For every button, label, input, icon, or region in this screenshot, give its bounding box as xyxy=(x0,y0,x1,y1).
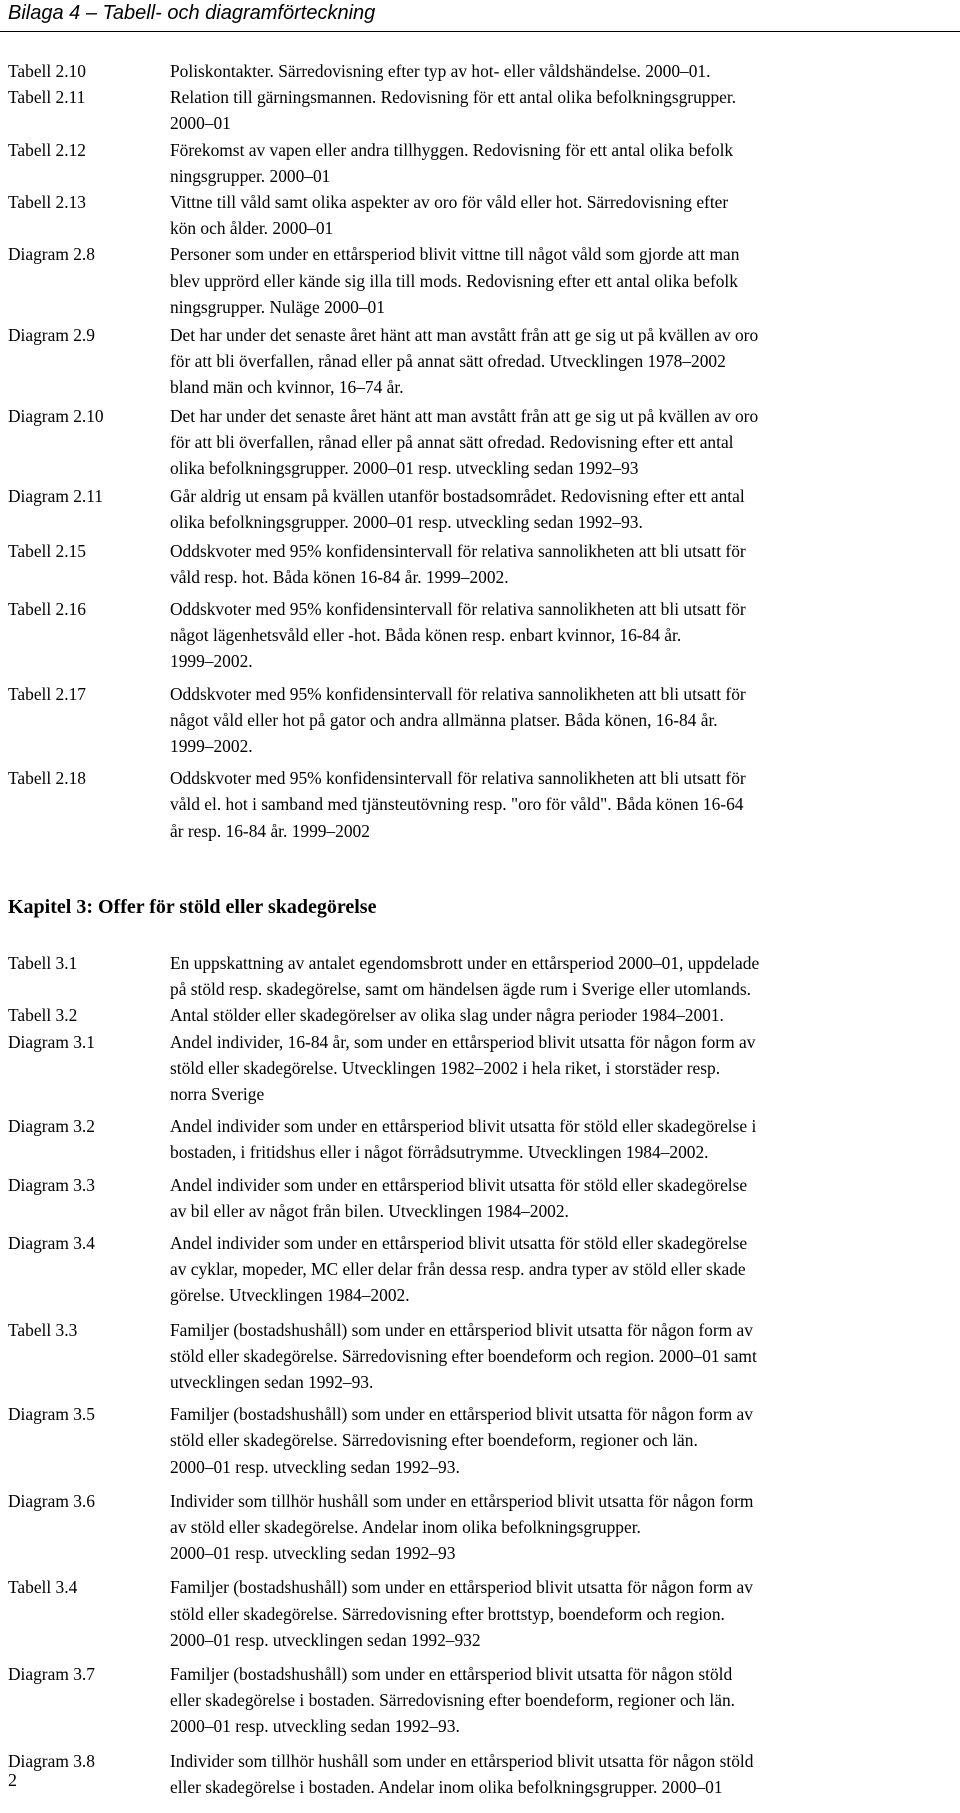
entry-line: av bil eller av något från bilen. Utvecklingen 1984–2002. xyxy=(170,1200,569,1221)
entry-line: Det har under det senaste året hänt att man avstått från att ge sig ut på kvällen av oro xyxy=(170,405,759,426)
list-item xyxy=(0,483,960,535)
list-item xyxy=(0,1488,960,1567)
entry-label: Diagram 3.3 xyxy=(8,1174,95,1195)
entry-line: ningsgrupper. Nuläge 2000–01 xyxy=(170,296,385,317)
list-item xyxy=(0,1113,960,1165)
list-item xyxy=(0,189,960,241)
entry-label: Diagram 2.9 xyxy=(8,325,95,346)
entry-line: av stöld eller skadegörelse. Andelar inom olika befolkningsgrupper. xyxy=(170,1517,641,1538)
chapter3-list xyxy=(0,950,960,1800)
entry-label: Diagram 3.1 xyxy=(8,1031,95,1052)
entry-line: Andel individer som under en ettårsperiod blivit utsatta för stöld eller skadegörelse i xyxy=(170,1116,757,1137)
entry-description xyxy=(170,1488,960,1567)
entry-description xyxy=(170,765,960,844)
entry-description xyxy=(170,1574,960,1653)
list-item xyxy=(0,1317,960,1396)
entry-line: Familjer (bostadshushåll) som under en ettårsperiod blivit utsatta för någon form av xyxy=(170,1404,753,1425)
entry-line: Familjer (bostadshushåll) som under en ettårsperiod blivit utsatta för någon form av xyxy=(170,1577,753,1598)
entry-label: Tabell 2.12 xyxy=(8,139,86,160)
entry-label: Tabell 2.11 xyxy=(8,87,86,108)
entry-line: på stöld resp. skadegörelse, samt om händelsen ägde rum i Sverige eller utomlands. xyxy=(170,979,751,1000)
entry-label: Tabell 2.15 xyxy=(8,540,86,561)
entry-label: Diagram 2.8 xyxy=(8,244,95,265)
list-item xyxy=(0,1748,960,1800)
entry-description xyxy=(170,137,960,189)
entry-line: Individer som tillhör hushåll som under en ettårsperiod blivit utsatta för någon form xyxy=(170,1490,754,1511)
list-item xyxy=(0,950,960,1002)
list-item xyxy=(0,241,960,320)
entry-line: Det har under det senaste året hänt att man avstått från att ge sig ut på kvällen av oro xyxy=(170,325,759,346)
entry-line: stöld eller skadegörelse. Särredovisning efter boendeform, regioner och län. xyxy=(170,1430,698,1451)
entry-label: Diagram 3.8 xyxy=(8,1750,95,1771)
entry-line: utvecklingen sedan 1992–93. xyxy=(170,1372,374,1393)
list-item xyxy=(0,1029,960,1108)
entry-label: Diagram 3.6 xyxy=(8,1490,95,1511)
entry-label: Tabell 3.1 xyxy=(8,953,78,973)
list-item xyxy=(0,84,960,136)
entry-line: eller skadegörelse i bostaden. Särredovisning efter boendeform, regioner och län. xyxy=(170,1690,735,1711)
list-item xyxy=(0,1230,960,1309)
chapter2-list xyxy=(0,58,960,844)
entry-line: av cyklar, mopeder, MC eller delar från dessa resp. andra typer av stöld eller skade xyxy=(170,1259,746,1280)
entry-line: stöld eller skadegörelse. Särredovisning efter boendeform och region. 2000–01 samt xyxy=(170,1345,757,1366)
entry-line: olika befolkningsgrupper. 2000–01 resp. utveckling sedan 1992–93. xyxy=(170,512,643,533)
entry-description xyxy=(170,596,960,675)
entry-label: Tabell 2.10 xyxy=(8,61,86,81)
entry-label: Diagram 3.7 xyxy=(8,1664,95,1685)
entry-label: Tabell 3.4 xyxy=(8,1577,78,1598)
list-item xyxy=(0,1661,960,1740)
list-item xyxy=(0,58,960,84)
entry-line: Familjer (bostadshushåll) som under en ettårsperiod blivit utsatta för någon form av xyxy=(170,1319,753,1340)
entry-line: Andel individer, 16-84 år, som under en ettårsperiod blivit utsatta för någon form av xyxy=(170,1031,756,1052)
list-item xyxy=(0,538,960,590)
entry-line: bland män och kvinnor, 16–74 år. xyxy=(170,377,404,398)
entry-description xyxy=(170,950,960,1002)
entry-description xyxy=(170,241,960,320)
entry-description xyxy=(170,1748,960,1800)
entry-description xyxy=(170,1113,960,1165)
entry-line: olika befolkningsgrupper. 2000–01 resp. utveckling sedan 1992–93 xyxy=(170,458,639,479)
entry-description xyxy=(170,84,960,136)
entry-description xyxy=(170,58,960,84)
entry-line: stöld eller skadegörelse. Särredovisning efter brottstyp, boendeform och region. xyxy=(170,1603,725,1624)
entry-line: stöld eller skadegörelse. Utvecklingen 1982–2002 i hela riket, i storstäder resp. xyxy=(170,1057,721,1078)
list-item xyxy=(0,1002,960,1028)
entry-label: Tabell 2.18 xyxy=(8,768,86,789)
entry-line: eller skadegörelse i bostaden. Andelar inom olika befolkningsgrupper. 2000–01 xyxy=(170,1776,723,1797)
entry-label: Tabell 2.16 xyxy=(8,599,86,620)
entry-line: Oddskvoter med 95% konfidensintervall för relativa sannolikheten att bli utsatt för xyxy=(170,768,746,789)
entry-line: bostaden, i fritidshus eller i något förrådsutrymme. Utvecklingen 1984–2002. xyxy=(170,1142,709,1163)
entry-line: 2000–01 xyxy=(170,113,231,134)
entry-line: Poliskontakter. Särredovisning efter typ av hot- eller våldshändelse. 2000–01. xyxy=(170,61,711,81)
entry-label: Tabell 2.17 xyxy=(8,683,86,704)
list-item xyxy=(0,681,960,760)
list-item xyxy=(0,1401,960,1480)
entry-line: norra Sverige xyxy=(170,1084,265,1105)
entry-line: Går aldrig ut ensam på kvällen utanför bostadsområdet. Redovisning efter ett antal xyxy=(170,486,745,507)
entry-line: görelse. Utvecklingen 1984–2002. xyxy=(170,1285,410,1306)
list-item xyxy=(0,1574,960,1653)
entry-line: något våld eller hot på gator och andra allmänna platser. Båda könen, 16-84 år. xyxy=(170,709,718,730)
entry-line: våld el. hot i samband med tjänsteutövning resp. "oro för våld". Båda könen 16-64 xyxy=(170,794,744,815)
entry-line: 1999–2002. xyxy=(170,736,253,757)
entry-description xyxy=(170,538,960,590)
list-item xyxy=(0,1172,960,1224)
entry-line: 2000–01 resp. utvecklingen sedan 1992–932 xyxy=(170,1629,481,1650)
entry-line: 2000–01 resp. utveckling sedan 1992–93 xyxy=(170,1543,456,1564)
entry-line: för att bli överfallen, rånad eller på annat sätt ofredad. Redovisning efter ett antal xyxy=(170,431,734,452)
entry-line: våld resp. hot. Båda könen 16-84 år. 1999–2002. xyxy=(170,566,509,587)
entry-description xyxy=(170,403,960,482)
entry-description xyxy=(170,483,960,535)
entry-description xyxy=(170,1317,960,1396)
list-item xyxy=(0,322,960,401)
entry-label: Diagram 3.4 xyxy=(8,1233,95,1254)
entry-label: Tabell 2.13 xyxy=(8,192,86,213)
entry-label: Diagram 2.11 xyxy=(8,486,103,507)
entry-line: ningsgrupper. 2000–01 xyxy=(170,165,331,186)
list-item xyxy=(0,596,960,675)
entry-line: Antal stölder eller skadegörelser av olika slag under några perioder 1984–2001. xyxy=(170,1005,724,1026)
entry-line: något lägenhetsvåld eller -hot. Båda könen resp. enbart kvinnor, 16-84 år. xyxy=(170,625,682,646)
entry-line: Andel individer som under en ettårsperiod blivit utsatta för stöld eller skadegörelse xyxy=(170,1174,748,1195)
entry-description xyxy=(170,189,960,241)
entry-label: Diagram 2.10 xyxy=(8,405,104,426)
entry-line: 1999–2002. xyxy=(170,651,253,672)
entry-line: Oddskvoter med 95% konfidensintervall för relativa sannolikheten att bli utsatt för xyxy=(170,683,746,704)
entry-label: Diagram 3.2 xyxy=(8,1116,95,1137)
list-item xyxy=(0,765,960,844)
page-header xyxy=(0,0,960,32)
entry-description xyxy=(170,1172,960,1224)
page-title: Bilaga 4 – Tabell- och diagramförteckning xyxy=(8,2,376,24)
entry-line: Vittne till våld samt olika aspekter av oro för våld eller hot. Särredovisning efter xyxy=(170,192,729,213)
entry-description xyxy=(170,1661,960,1740)
entry-description xyxy=(170,322,960,401)
entry-line: Förekomst av vapen eller andra tillhyggen. Redovisning för ett antal olika befolk xyxy=(170,139,734,160)
entry-label: Tabell 3.3 xyxy=(8,1319,78,1340)
entry-line: Oddskvoter med 95% konfidensintervall för relativa sannolikheten att bli utsatt för xyxy=(170,540,746,561)
entry-line: Individer som tillhör hushåll som under en ettårsperiod blivit utsatta för någon stöld xyxy=(170,1750,754,1771)
list-item xyxy=(0,403,960,482)
entry-line: blev upprörd eller kände sig illa till mods. Redovisning efter ett antal olika befolk xyxy=(170,270,738,291)
entry-line: Familjer (bostadshushåll) som under en ettårsperiod blivit utsatta för någon stöld xyxy=(170,1664,733,1685)
entry-line: En uppskattning av antalet egendomsbrott under en ettårsperiod 2000–01, uppdelade xyxy=(170,953,760,973)
page-number: 2 xyxy=(8,1770,17,1790)
list-item xyxy=(0,137,960,189)
entry-line: Andel individer som under en ettårsperiod blivit utsatta för stöld eller skadegörelse xyxy=(170,1233,748,1254)
entry-line: 2000–01 resp. utveckling sedan 1992–93. xyxy=(170,1456,460,1477)
entry-line: kön och ålder. 2000–01 xyxy=(170,218,334,239)
entry-line: Relation till gärningsmannen. Redovisning för ett antal olika befolkningsgrupper. xyxy=(170,87,737,108)
entry-line: Oddskvoter med 95% konfidensintervall för relativa sannolikheten att bli utsatt för xyxy=(170,599,746,620)
entry-line: för att bli överfallen, rånad eller på annat sätt ofredad. Utvecklingen 1978–2002 xyxy=(170,351,726,372)
entry-description xyxy=(170,1002,960,1028)
entry-label: Diagram 3.5 xyxy=(8,1404,95,1425)
entry-description xyxy=(170,1401,960,1480)
section-heading: Kapitel 3: Offer för stöld eller skadegörelse xyxy=(8,896,377,918)
entry-label: Tabell 3.2 xyxy=(8,1005,78,1026)
entry-line: år resp. 16-84 år. 1999–2002 xyxy=(170,820,370,841)
entry-description xyxy=(170,1029,960,1108)
entry-description xyxy=(170,681,960,760)
entry-line: 2000–01 resp. utveckling sedan 1992–93. xyxy=(170,1716,460,1737)
entry-line: Personer som under en ettårsperiod blivit vittne till något våld som gjorde att man xyxy=(170,244,740,265)
entry-description xyxy=(170,1230,960,1309)
